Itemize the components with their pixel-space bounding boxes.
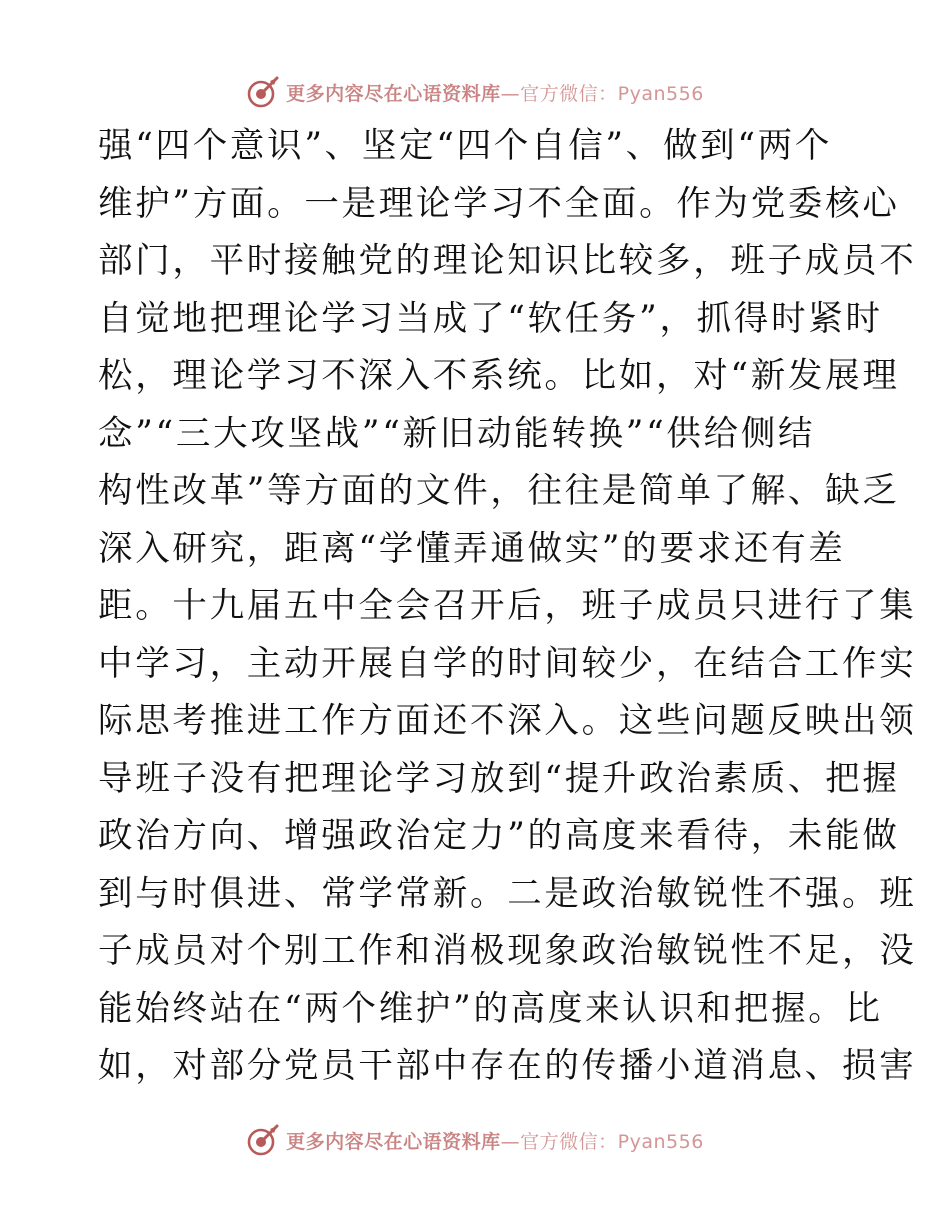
footer-watermark xyxy=(0,1120,950,1160)
text-line: 如，对部分党员干部中存在的传播小道消息、损害 xyxy=(98,1046,917,1086)
text-line: 强“四个意识”、坚定“四个自信”、做到“两个 xyxy=(98,126,833,166)
text-line: 松，理论学习不深入不系统。比如，对“新发展理 xyxy=(98,356,900,396)
text-line: 政治方向、增强政治定力”的高度来看待，未能做 xyxy=(98,816,900,856)
watermark-text: 更多内容尽在心语资料库—官方微信：Pyan556 xyxy=(286,1130,704,1153)
header-watermark xyxy=(0,72,950,112)
text-line: 到与时俱进、常学常新。二是政治敏锐性不强。班 xyxy=(98,873,917,914)
text-line: 中学习，主动开展自学的时间较少，在结合工作实 xyxy=(98,643,917,684)
text-line: 子成员对个别工作和消极现象政治敏锐性不足，没 xyxy=(98,931,917,971)
text-line: 距。十九届五中全会召开后，班子成员只进行了集 xyxy=(98,586,917,626)
text-line: 部门，平时接触党的理论知识比较多，班子成员不 xyxy=(98,241,917,281)
document-body xyxy=(98,118,917,1096)
text-line: 念”“三大攻坚战”“新旧动能转换”“供给侧结 xyxy=(98,413,816,454)
quill-seal-icon xyxy=(246,1123,280,1157)
text-line: 构性改革”等方面的文件，往往是简单了解、缺乏 xyxy=(98,471,900,511)
text-line: 能始终站在“两个维护”的高度来认识和把握。比 xyxy=(98,988,883,1029)
watermark-text: 更多内容尽在心语资料库—官方微信：Pyan556 xyxy=(286,82,704,105)
text-line: 际思考推进工作方面还不深入。这些问题反映出领 xyxy=(98,701,917,741)
quill-seal-icon xyxy=(246,75,280,109)
text-line: 导班子没有把理论学习放到“提升政治素质、把握 xyxy=(98,758,900,799)
text-line: 深入研究，距离“学懂弄通做实”的要求还有差 xyxy=(98,528,846,569)
text-line: 自觉地把理论学习当成了“软任务”，抓得时紧时 xyxy=(98,298,883,339)
text-line: 维护”方面。一是理论学习不全面。作为党委核心 xyxy=(98,183,900,224)
